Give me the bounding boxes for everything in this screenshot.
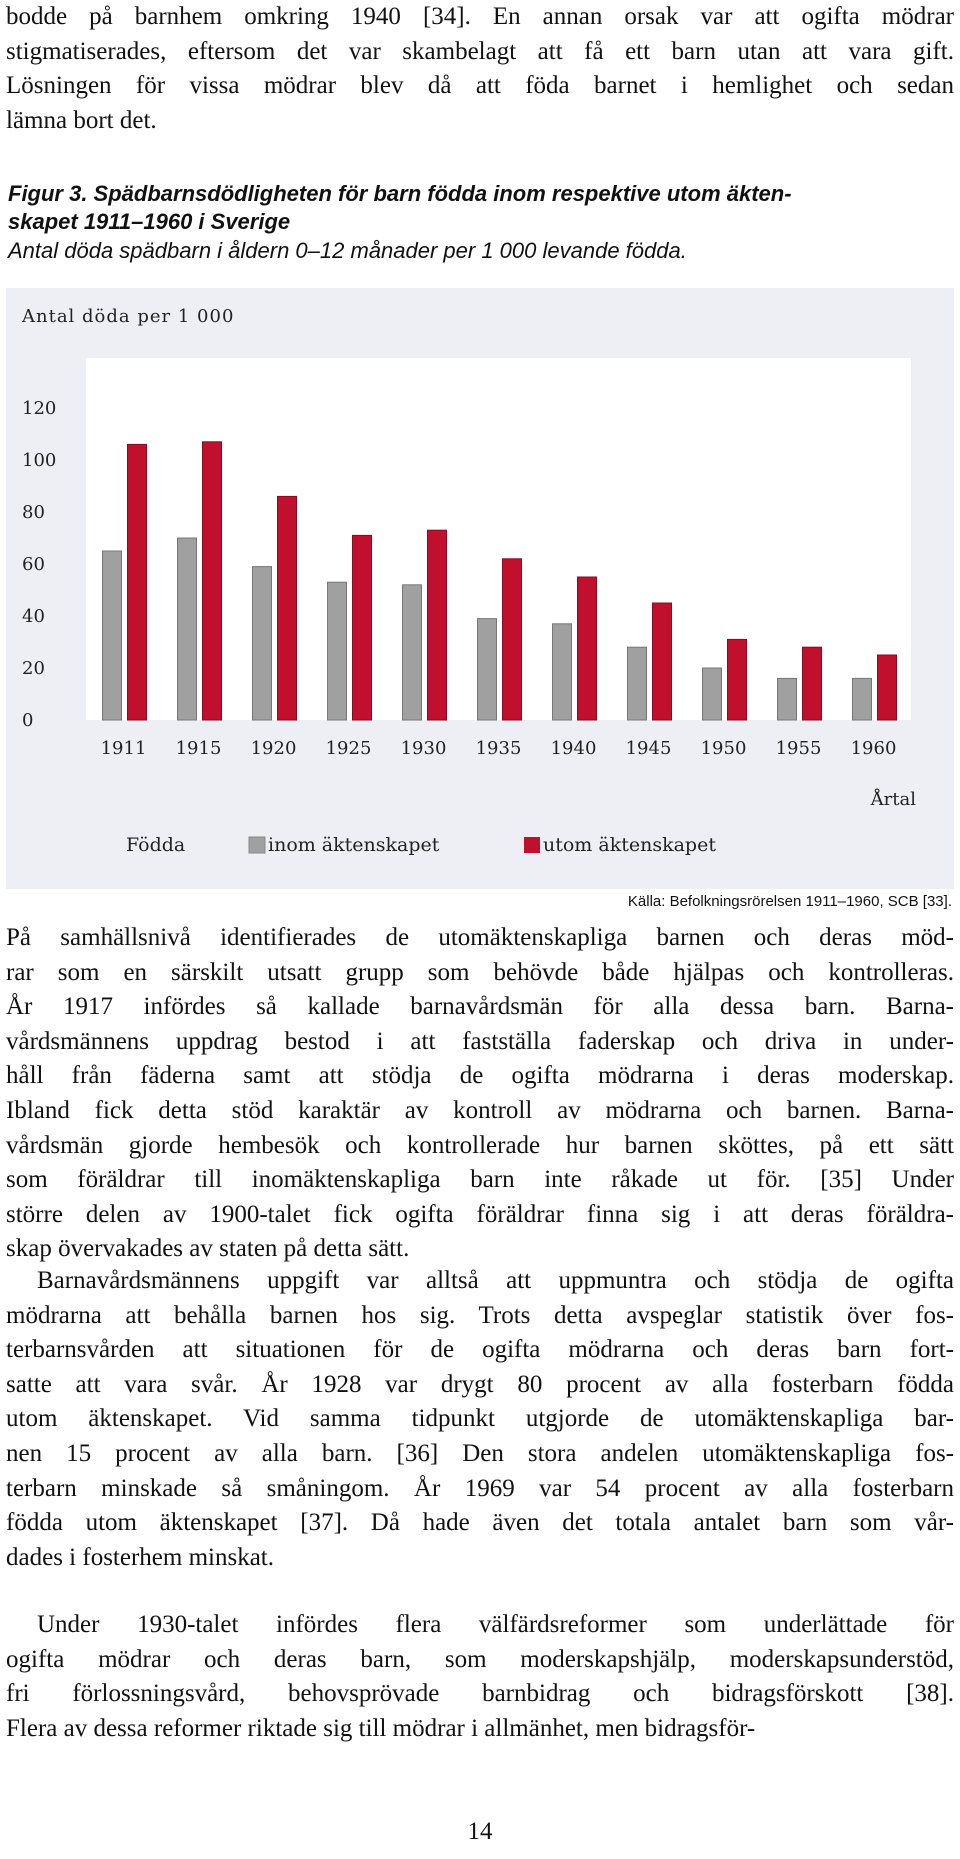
text-line: Flera av dessa reformer riktade sig till mödrar i allmänhet, men bidragsför- <box>6 1714 756 1742</box>
figure-heading <box>8 180 953 266</box>
y-axis-label: Antal döda per 1 000 <box>22 306 235 327</box>
page-number: 14 <box>467 1818 493 1845</box>
text-line: håll från fäderna samt att stödja de ogifta mödrarna i deras moderskap. <box>6 1062 954 1090</box>
legend-title: Födda <box>126 834 186 856</box>
bar-utom-1955 <box>803 647 822 720</box>
text-line: lämna bort det. <box>6 106 157 134</box>
bar-utom-1930 <box>428 530 447 720</box>
x-tick-label: 1930 <box>400 738 447 759</box>
bar-utom-1915 <box>203 442 222 720</box>
bar-utom-1940 <box>578 577 597 720</box>
body-paragraph <box>6 1608 954 1746</box>
bar-inom-1915 <box>178 538 197 720</box>
text-line: terbarn minskade så småningom. År 1969 var 54 procent av alla fosterbarn <box>6 1474 954 1502</box>
text-line: vårdsmän gjorde hembesök och kontrollerade hur barnen sköttes, på ett sätt <box>6 1131 954 1159</box>
bar-utom-1925 <box>353 535 372 720</box>
text-line: stigmatiserades, eftersom det var skambelagt att få ett barn utan att vara gift. <box>6 37 954 65</box>
text-line: som föräldrar till inomäktenskapliga barn inte råkade ut för. [35] Under <box>6 1166 954 1194</box>
text-line: Lösningen för vissa mödrar blev då att föda barnet i hemlighet och sedan <box>6 72 954 100</box>
text-line: På samhällsnivå identifierades de utomäktenskapliga barnen och deras möd- <box>6 924 954 951</box>
bar-utom-1950 <box>728 639 747 720</box>
text-line: Ibland fick detta stöd karaktär av kontroll av mödrarna och barnen. Barna- <box>6 1096 954 1124</box>
figure-source: Källa: Befolkningsrörelsen 1911–1960, SCB [33]. <box>627 893 952 910</box>
bar-inom-1960 <box>853 678 872 720</box>
text-line: födda utom äktenskapet [37]. Då hade även det totala antalet barn som vår- <box>6 1509 954 1537</box>
text-line: satte att vara svår. År 1928 var drygt 80 procent av alla fosterbarn födda <box>6 1370 954 1398</box>
y-axis-ticks <box>22 398 56 731</box>
text-line: fri förlossningsvård, behovsprövade barnbidrag och bidragsförskott [38]. <box>6 1680 954 1708</box>
text-line: större delen av 1900-talet fick ogifta föräldrar finna sig i att deras föräldra- <box>6 1200 954 1228</box>
text-line: Under 1930-talet infördes flera välfärdsreformer som underlättade för <box>37 1611 954 1638</box>
text-line: ogifta mödrar och deras barn, som moderskapshjälp, moderskapsunderstöd, <box>6 1645 954 1673</box>
x-tick-label: 1925 <box>325 738 372 759</box>
bar-chart <box>6 288 954 889</box>
text-line: rar som en särskilt utsatt grupp som behövde både hjälpas och kontrolleras. <box>6 958 954 986</box>
body-paragraph <box>6 1264 954 1575</box>
figure-title-line: skapet 1911–1960 i Sverige <box>8 209 291 234</box>
y-tick-label: 40 <box>22 606 45 627</box>
x-tick-label: 1940 <box>550 738 597 759</box>
bar-inom-1930 <box>403 585 422 720</box>
text-line: skap övervakades av staten på detta sätt. <box>6 1235 410 1263</box>
x-tick-label: 1955 <box>775 738 822 759</box>
bar-inom-1911 <box>103 551 122 720</box>
y-tick-label: 60 <box>22 554 45 575</box>
figure-subtitle: Antal döda spädbarn i åldern 0–12 månader per 1 000 levande födda. <box>8 238 687 263</box>
x-tick-label: 1920 <box>250 738 297 759</box>
bar-inom-1935 <box>478 619 497 720</box>
y-tick-label: 80 <box>22 502 45 523</box>
x-tick-label: 1911 <box>100 738 147 759</box>
x-tick-label: 1915 <box>175 738 222 759</box>
body-paragraph <box>6 921 954 1267</box>
text-line: nen 15 procent av alla barn. [36] Den stora andelen utomäktenskapliga fos- <box>6 1439 954 1467</box>
bar-utom-1920 <box>278 496 297 720</box>
bar-inom-1920 <box>253 567 272 720</box>
text-line: vårdsmännens uppdrag bestod i att fastställa faderskap och driva in under- <box>6 1027 954 1055</box>
legend-label-utom: utom äktenskapet <box>543 834 716 856</box>
bar-utom-1960 <box>878 655 897 720</box>
bar-inom-1945 <box>628 647 647 720</box>
y-tick-label: 100 <box>22 450 57 471</box>
legend-swatch-inom <box>249 837 265 853</box>
text-line: dades i fosterhem minskat. <box>6 1543 274 1571</box>
y-tick-label: 20 <box>22 658 45 679</box>
bar-inom-1925 <box>328 582 347 720</box>
y-tick-label: 120 <box>22 398 57 419</box>
figure-title-line: Figur 3. Spädbarnsdödligheten för barn födda inom respektive utom äkten- <box>8 181 792 206</box>
legend-swatch-utom <box>524 837 540 853</box>
x-tick-label: 1935 <box>475 738 522 759</box>
bar-utom-1935 <box>503 559 522 720</box>
bar-inom-1950 <box>703 668 722 720</box>
text-line: År 1917 infördes så kallade barnavårdsmän för alla dessa barn. Barna- <box>6 993 954 1021</box>
x-tick-label: 1960 <box>850 738 897 759</box>
text-line: Barnavårdsmännens uppgift var alltså att uppmuntra och stödja de ogifta <box>37 1267 954 1294</box>
bar-utom-1911 <box>128 444 147 720</box>
text-line: utom äktenskapet. Vid samma tidpunkt utgjorde de utomäktenskapliga bar- <box>6 1405 954 1433</box>
bar-inom-1940 <box>553 624 572 720</box>
text-line: terbarnsvården att situationen för de ogifta mödrarna och deras barn fort- <box>6 1336 954 1364</box>
bar-utom-1945 <box>653 603 672 720</box>
bar-inom-1955 <box>778 678 797 720</box>
intro-paragraph <box>6 0 954 138</box>
y-tick-label: 0 <box>22 710 34 731</box>
x-tick-label: 1945 <box>625 738 672 759</box>
figure-title <box>8 180 953 236</box>
legend-label-inom: inom äktenskapet <box>268 834 440 856</box>
text-line: bodde på barnhem omkring 1940 [34]. En annan orsak var att ogifta mödrar <box>6 3 954 30</box>
x-tick-label: 1950 <box>700 738 747 759</box>
x-axis-ticks <box>101 738 897 759</box>
text-line: mödrarna att behålla barnen hos sig. Trots detta avspeglar statistik över fos- <box>6 1301 954 1329</box>
x-axis-label: Årtal <box>870 789 916 810</box>
chart-container <box>6 288 954 889</box>
